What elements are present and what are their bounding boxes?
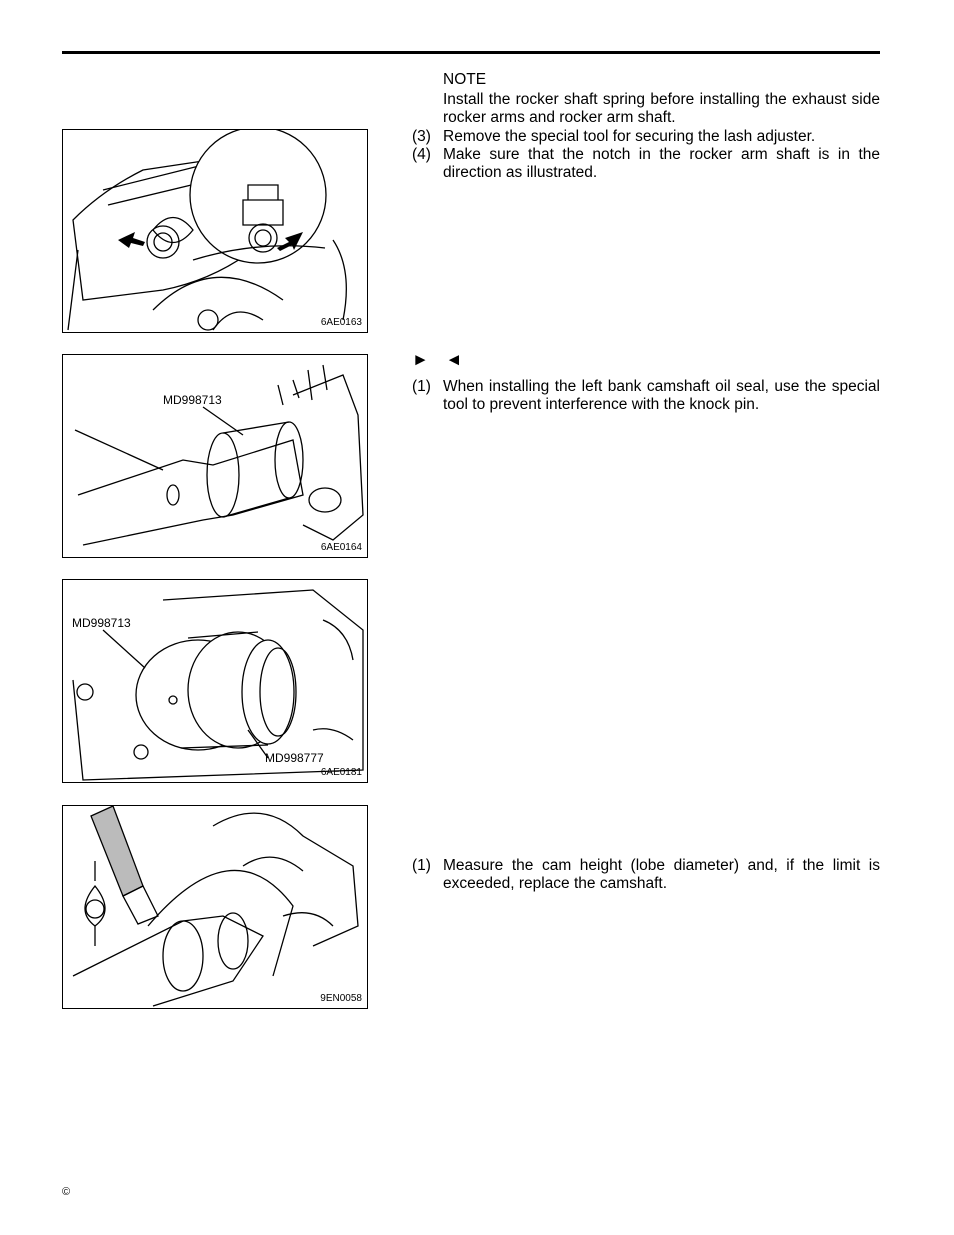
oil-seal-tool-illustration: [63, 355, 368, 558]
step-number: (1): [412, 378, 431, 395]
callout-md998713: MD998713: [72, 616, 131, 630]
step-text: Remove the special tool for securing the lash adjuster.: [443, 128, 816, 145]
figure-code: 6AE0163: [320, 317, 362, 328]
step-text: Measure the cam height (lobe diameter) and, if the limit is exceeded, replace the camshaft.: [443, 857, 880, 892]
header-rule: [62, 51, 880, 54]
note-text: Install the rocker shaft spring before installing the exhaust side rocker arms and rocker arm shaft.: [443, 91, 880, 126]
step-text: Make sure that the notch in the rocker arm shaft is in the direction as illustrated.: [443, 146, 880, 181]
step-number: (4): [412, 146, 431, 163]
step-number: (3): [412, 128, 431, 145]
step-text: When installing the left bank camshaft oil seal, use the special tool to prevent interference with the knock pin.: [443, 378, 880, 413]
note-heading: NOTE: [443, 71, 487, 88]
figure-oil-seal-install: [62, 579, 368, 783]
callout-md998713: MD998713: [163, 393, 222, 407]
cam-height-illustration: [63, 806, 368, 1009]
figure-code: 6AE0181: [320, 767, 362, 778]
section-marker: ► ◄: [412, 350, 469, 369]
rocker-shaft-illustration: [63, 130, 368, 333]
step-notch-direction: [412, 146, 880, 182]
step-cam-height: [412, 857, 880, 893]
step-remove-special-tool: [412, 128, 880, 146]
figure-rocker-shaft: [62, 129, 368, 333]
step-number: (1): [412, 857, 431, 874]
step-oil-seal: [412, 378, 880, 414]
figure-code: 9EN0058: [320, 993, 362, 1004]
figure-code: 6AE0164: [320, 542, 362, 553]
copyright-mark: ©: [62, 1186, 71, 1198]
figure-oil-seal-tool: [62, 354, 368, 558]
figure-cam-height: [62, 805, 368, 1009]
callout-md998777: MD998777: [265, 751, 324, 765]
